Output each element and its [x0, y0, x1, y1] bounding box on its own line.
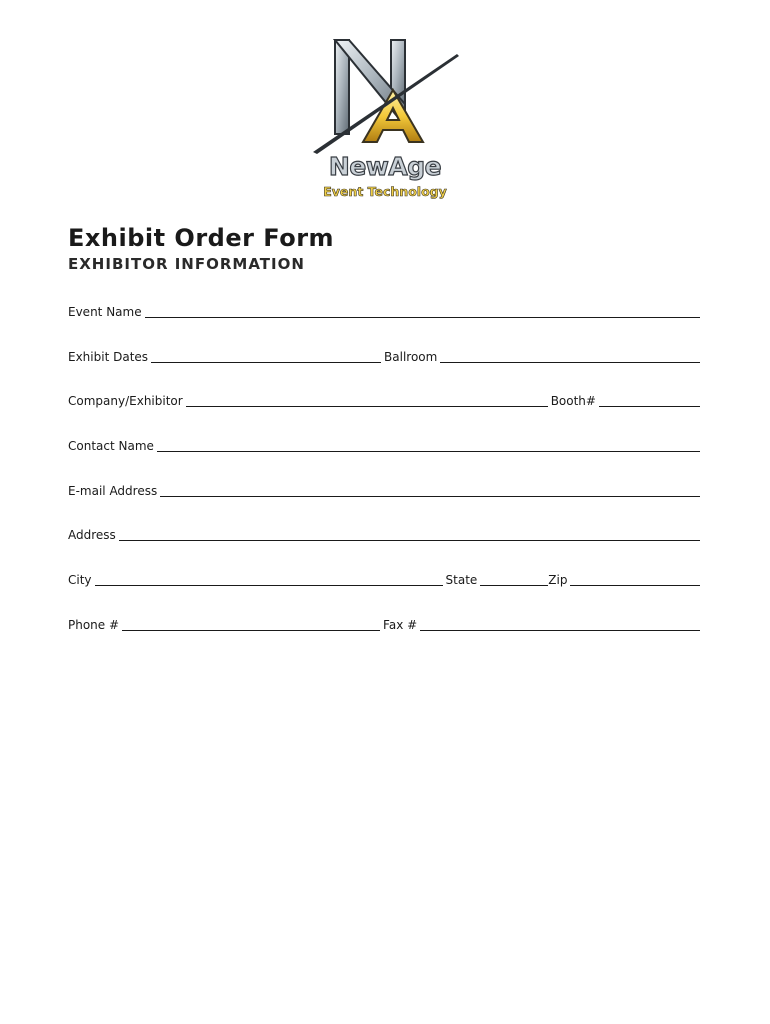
contact-name-row — [68, 434, 700, 454]
logo-tagline: Event Technology — [323, 184, 447, 199]
form-title: Exhibit Order Form — [68, 224, 335, 252]
contact-name-field[interactable] — [157, 439, 700, 452]
state-label: State — [445, 573, 478, 588]
email-row — [68, 479, 700, 499]
address-field[interactable] — [119, 528, 700, 541]
contact-name-label: Contact Name — [68, 439, 154, 454]
city-row — [68, 568, 700, 588]
ballroom-field[interactable] — [440, 350, 700, 363]
booth-field[interactable] — [599, 394, 700, 407]
ballroom-label: Ballroom — [384, 349, 438, 364]
booth-label: Booth# — [550, 394, 596, 409]
city-field[interactable] — [95, 573, 443, 586]
event-name-label: Event Name — [68, 305, 142, 319]
company-row — [68, 389, 700, 409]
state-field[interactable] — [480, 573, 548, 586]
email-field[interactable] — [160, 484, 700, 497]
city-label: City — [68, 573, 92, 588]
address-row — [68, 523, 700, 543]
exhibitor-form — [68, 300, 700, 658]
newage-logo-icon — [305, 34, 465, 154]
company-logo — [305, 34, 465, 210]
exhibit-dates-label: Exhibit Dates — [68, 349, 149, 364]
event-name-field[interactable] — [145, 305, 700, 318]
company-field[interactable] — [186, 394, 548, 407]
phone-field[interactable] — [122, 618, 380, 631]
exhibit-dates-field[interactable] — [151, 350, 381, 363]
fax-label: Fax # — [383, 617, 418, 632]
email-label: E-mail Address — [68, 483, 158, 498]
zip-field[interactable] — [570, 573, 700, 586]
phone-row — [68, 613, 700, 633]
phone-label: Phone # — [68, 617, 120, 632]
event-name-row — [68, 300, 700, 320]
address-label: Address — [68, 528, 116, 543]
fax-field[interactable] — [420, 618, 700, 631]
company-label: Company/Exhibitor — [68, 394, 183, 409]
exhibit-dates-row — [68, 345, 700, 365]
section-heading: EXHIBITOR INFORMATION — [68, 255, 305, 273]
zip-label: Zip — [548, 573, 568, 588]
logo-brand-name: NewAge — [328, 152, 442, 181]
